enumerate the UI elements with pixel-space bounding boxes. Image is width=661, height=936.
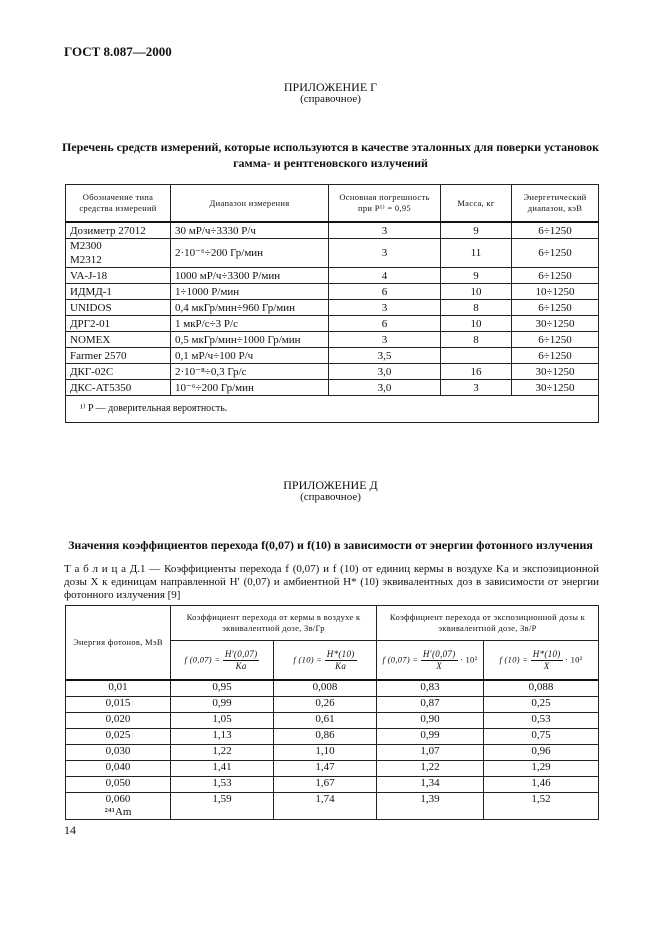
formula-denominator: Kа [335, 660, 347, 671]
table-row [66, 697, 599, 713]
table-cell: 1,10 [274, 745, 377, 761]
appendix-g-note: (справочное) [300, 93, 361, 105]
table-d1-caption: Т а б л и ц а Д.1 — Коэффициенты перехода f (0,07) и f (10) от единиц кермы в воздухе Kа и экспозиционной дозы X к единицам направленной H′ (0,07) и амбиентной H* (10) эквивалентных доз в зависимости от энергии фотонного излучения [9] [64, 563, 599, 601]
table-cell: 0,060 ²⁴¹Am [66, 793, 171, 820]
table-row [66, 793, 599, 820]
footnote-row [66, 396, 599, 423]
formula-lhs: f (0,07) = [382, 653, 419, 664]
table-cell: 0,020 [66, 713, 171, 729]
table-cell: 0,008 [274, 680, 377, 697]
table-cell: 0,1 мР/ч÷100 Р/ч [171, 348, 329, 364]
table-row [66, 745, 599, 761]
table-cell: 3 [329, 300, 441, 316]
appendix-g-title: ПРИЛОЖЕНИЕ Г [283, 80, 378, 94]
table-cell: 3,0 [329, 364, 441, 380]
column-header: Основная погрешность при P¹⁾ = 0,95 [329, 185, 441, 223]
table-cell: 3,5 [329, 348, 441, 364]
footnote: ¹⁾ P — доверительная вероятность. [66, 396, 599, 423]
table-cell: 0,25 [484, 697, 599, 713]
formula-numerator: H′(0,07) [422, 648, 456, 659]
table-cell: 6 [329, 316, 441, 332]
table-cell: 6÷1250 [512, 332, 599, 348]
formula-lhs: f (0,07) = [184, 653, 221, 664]
table-cell: UNIDOS [66, 300, 171, 316]
formula-numerator: H*(10) [532, 648, 561, 659]
formula-denominator: Kа [235, 660, 247, 671]
table-cell: 3 [441, 380, 512, 396]
table-row [66, 729, 599, 745]
table-cell: 30 мР/ч÷3330 Р/ч [171, 222, 329, 239]
table-cell: ДКГ-02С [66, 364, 171, 380]
formula-lhs: f (10) = [499, 653, 529, 664]
formula-fraction [325, 649, 357, 672]
table-cell: 1,46 [484, 777, 599, 793]
table-cell: 0,61 [274, 713, 377, 729]
document-header: ГОСТ 8.087—2000 [64, 44, 172, 59]
table-row [66, 284, 599, 300]
table-cell: 1,34 [377, 777, 484, 793]
table-cell: 30÷1250 [512, 380, 599, 396]
table-row [66, 713, 599, 729]
appendix-g-heading-1: Перечень средств измерений, которые используются в качестве эталонных для поверки установок [61, 140, 600, 154]
formula-cell [377, 641, 484, 681]
table-row [66, 239, 599, 268]
table-cell: 0,088 [484, 680, 599, 697]
table-cell: 8 [441, 300, 512, 316]
instruments-table [65, 184, 599, 423]
appendix-d-title: ПРИЛОЖЕНИЕ Д [283, 478, 378, 492]
table-cell: 11 [441, 239, 512, 268]
table-cell: 0,53 [484, 713, 599, 729]
table-cell: 1,67 [274, 777, 377, 793]
formula-multiplier: · 10² [459, 653, 478, 664]
table-row [66, 316, 599, 332]
formula-lhs: f (10) = [293, 653, 323, 664]
appendix-g-heading-2: гамма- и рентгеновского излучений [233, 156, 428, 170]
table-cell: 2·10⁻⁶÷200 Гр/мин [171, 239, 329, 268]
table-cell: 0,050 [66, 777, 171, 793]
group-exposure: Коэффициент перехода от экспозиционной дозы к эквивалентной дозе, Зв/Р [377, 606, 599, 641]
table-cell: 6 [329, 284, 441, 300]
appendix-d-heading: Значения коэффициентов перехода f(0,07) и f(10) в зависимости от энергии фотонного излучения [68, 538, 593, 552]
table-cell: 2·10⁻⁸÷0,3 Гр/с [171, 364, 329, 380]
table-cell [441, 348, 512, 364]
table-cell: 1,13 [171, 729, 274, 745]
conversion-coefficients-table [65, 605, 599, 820]
table-row [66, 380, 599, 396]
table-cell: 0,86 [274, 729, 377, 745]
table-cell: 6÷1250 [512, 300, 599, 316]
appendix-d-note: (справочное) [300, 491, 361, 503]
table-cell: 6÷1250 [512, 348, 599, 364]
column-header: Масса, кг [441, 185, 512, 223]
column-header: Диапазон измерения [171, 185, 329, 223]
table-cell: M2300 M2312 [66, 239, 171, 268]
table-cell: 0,95 [171, 680, 274, 697]
table-cell: VA-J-18 [66, 268, 171, 284]
table-cell: 0,4 мкГр/мин÷960 Гр/мин [171, 300, 329, 316]
table-cell: Farmer 2570 [66, 348, 171, 364]
formula-cell [484, 641, 599, 681]
table-cell: 1,29 [484, 761, 599, 777]
table-cell: ИДМД-1 [66, 284, 171, 300]
table-cell: 0,96 [484, 745, 599, 761]
group-kerma: Коэффициент перехода от кермы в воздухе к эквивалентной дозе, Зв/Гр [171, 606, 377, 641]
table-row [66, 680, 599, 697]
table-cell: 0,025 [66, 729, 171, 745]
table-cell: 6÷1250 [512, 268, 599, 284]
table-cell: 1,74 [274, 793, 377, 820]
table-cell: 1,05 [171, 713, 274, 729]
col-energy: Энергия фотонов, МэВ [66, 606, 171, 681]
table-cell: 1,07 [377, 745, 484, 761]
formula-fraction [531, 649, 563, 672]
table-row [66, 364, 599, 380]
table-cell: 1000 мР/ч÷3300 Р/мин [171, 268, 329, 284]
table-cell: 0,87 [377, 697, 484, 713]
table-cell: 0,015 [66, 697, 171, 713]
table-cell: 0,26 [274, 697, 377, 713]
table-cell: 1,47 [274, 761, 377, 777]
formula-multiplier: · 10² [565, 653, 583, 664]
table-cell: 9 [441, 268, 512, 284]
table-cell: 16 [441, 364, 512, 380]
table-row [66, 222, 599, 239]
table-cell: 8 [441, 332, 512, 348]
table-cell: 0,040 [66, 761, 171, 777]
table-cell: 10÷1250 [512, 284, 599, 300]
table-cell: 0,99 [171, 697, 274, 713]
table-cell: 3 [329, 239, 441, 268]
table-cell: 0,90 [377, 713, 484, 729]
table-cell: 1,41 [171, 761, 274, 777]
table-row [66, 300, 599, 316]
table-row [66, 777, 599, 793]
table-cell: 10 [441, 284, 512, 300]
table-row [66, 348, 599, 364]
table-cell: ДКС-АТ5350 [66, 380, 171, 396]
table-cell: 10⁻⁶÷200 Гр/мин [171, 380, 329, 396]
table-cell: 1,53 [171, 777, 274, 793]
table-cell: NOMEX [66, 332, 171, 348]
formula-fraction [223, 649, 260, 672]
table-cell: 0,01 [66, 680, 171, 697]
formula-cell [171, 641, 274, 681]
table-row [66, 332, 599, 348]
table-cell: 1,22 [377, 761, 484, 777]
table-cell: 30÷1250 [512, 316, 599, 332]
table-cell: 4 [329, 268, 441, 284]
formula-numerator: H′(0,07) [224, 648, 258, 659]
formula-cell [274, 641, 377, 681]
column-header: Обозначение типа средства измерений [66, 185, 171, 223]
table-cell: 0,99 [377, 729, 484, 745]
formula-numerator: H*(10) [326, 648, 355, 659]
table-cell: 6÷1250 [512, 239, 599, 268]
table-cell: ДРГ2-01 [66, 316, 171, 332]
table-row [66, 268, 599, 284]
table-cell: 9 [441, 222, 512, 239]
table-cell: 1÷1000 Р/мин [171, 284, 329, 300]
table-cell: 3 [329, 332, 441, 348]
page-number: 14 [64, 823, 76, 837]
formula-denominator: X [436, 660, 443, 671]
table-cell: 3,0 [329, 380, 441, 396]
table-cell: 1,39 [377, 793, 484, 820]
formula-fraction [421, 649, 458, 672]
table-cell: 0,75 [484, 729, 599, 745]
table-cell: 1,59 [171, 793, 274, 820]
table-cell: 3 [329, 222, 441, 239]
table-cell: 6÷1250 [512, 222, 599, 239]
column-header: Энергетический диапазон, кэВ [512, 185, 599, 223]
table-cell: 1,22 [171, 745, 274, 761]
table-cell: Дозиметр 27012 [66, 222, 171, 239]
table-cell: 30÷1250 [512, 364, 599, 380]
table-cell: 0,83 [377, 680, 484, 697]
table-row [66, 761, 599, 777]
formula-denominator: X [543, 660, 550, 671]
table-cell: 1 мкР/с÷3 Р/с [171, 316, 329, 332]
table-cell: 10 [441, 316, 512, 332]
table-cell: 1,52 [484, 793, 599, 820]
table-cell: 0,030 [66, 745, 171, 761]
table-cell: 0,5 мкГр/мин÷1000 Гр/мин [171, 332, 329, 348]
